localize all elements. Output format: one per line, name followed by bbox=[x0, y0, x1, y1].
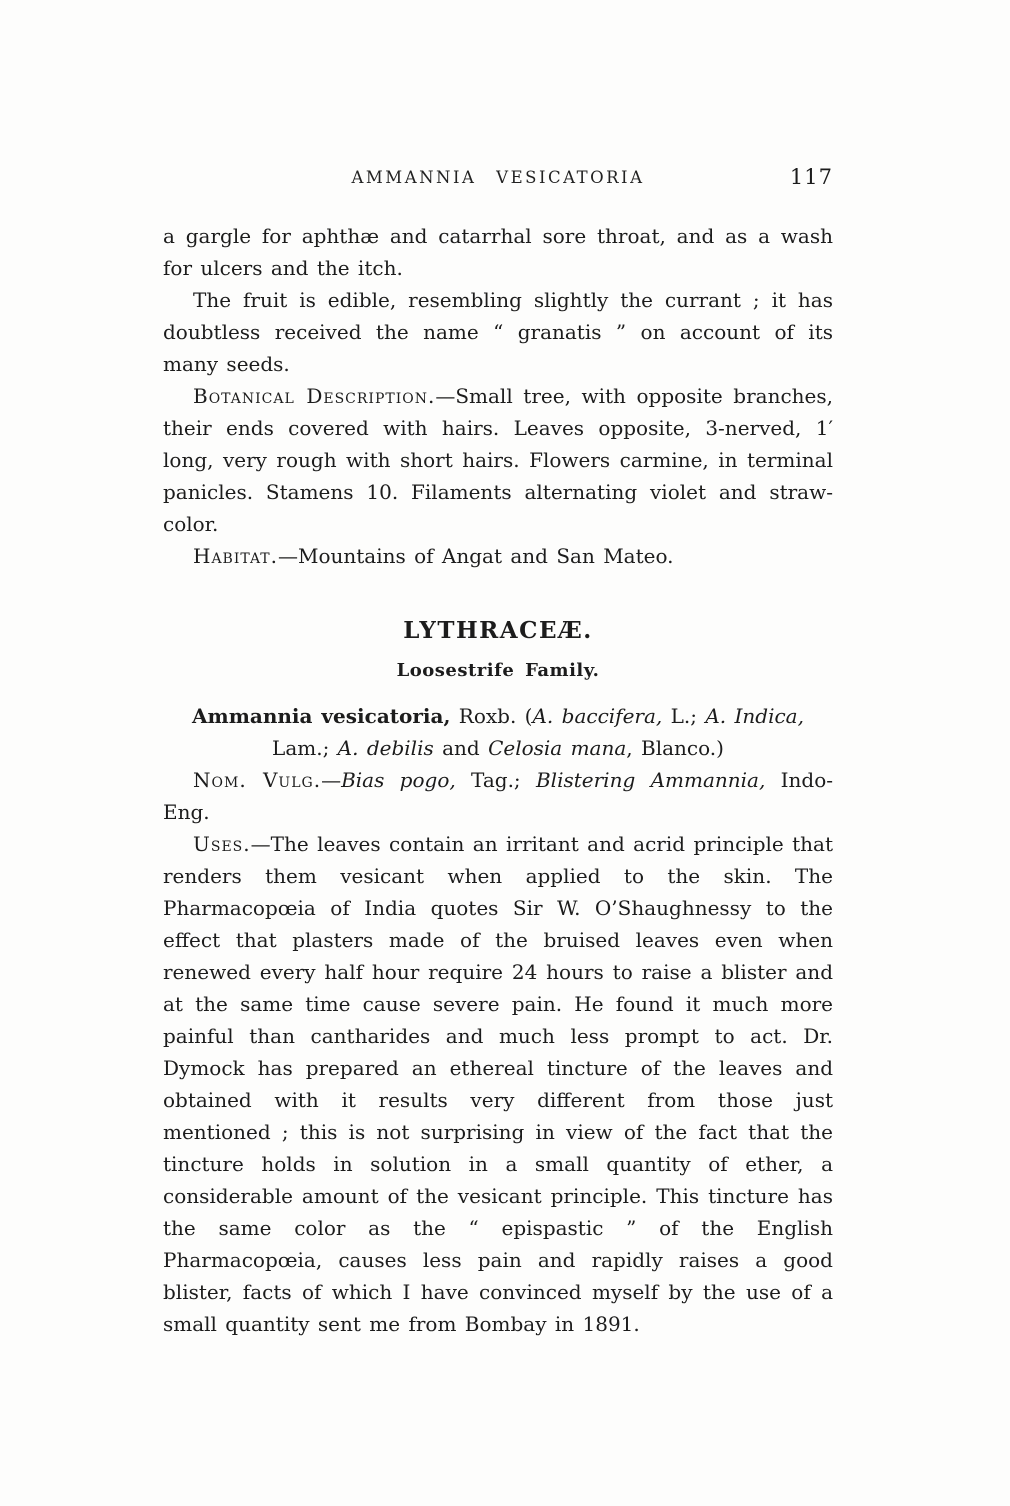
paragraph-nom-vulg bbox=[163, 764, 833, 828]
vernacular-sep-1: Tag.; bbox=[455, 768, 536, 792]
vernacular-sep-2: Indo-Eng. bbox=[163, 768, 834, 824]
paragraph-gargle-continuation: a gargle for aphthæ and catarrhal sore throat, and as a wash for ulcers and the itch. bbox=[163, 224, 833, 280]
habitat-label: Habitat. bbox=[193, 544, 278, 568]
synonym-indica: A. Indica, bbox=[705, 704, 804, 728]
synonym-baccifera: A. baccifera, bbox=[532, 704, 663, 728]
family-subheading: Loosestrife Family. bbox=[396, 660, 600, 681]
species-authority: Roxb. ( bbox=[450, 704, 533, 728]
paragraph-species bbox=[163, 700, 833, 764]
synonym-celosia-mana: Celosia mana bbox=[488, 736, 627, 760]
botanical-description-label: Botanical Description. bbox=[193, 384, 436, 408]
page-body bbox=[163, 220, 833, 1340]
species-name: Ammannia vesicatoria, bbox=[192, 704, 451, 728]
paragraph-uses bbox=[163, 828, 833, 1340]
vernacular-name-indoeng: Blistering Ammannia, bbox=[535, 768, 766, 792]
page-header bbox=[163, 165, 833, 198]
uses-label: Uses. bbox=[193, 832, 251, 856]
botanical-description-text: —Small tree, with opposite branches, their ends covered with hairs. Leaves opposite, 3-nerved, 1′ long, very rough with short hairs. Flowers carmine, in terminal panicles. Stamens 10. Filaments alternating violet and straw-color. bbox=[163, 384, 833, 536]
synonym-sep-4: , Blanco.) bbox=[626, 736, 724, 760]
synonym-sep-3: and bbox=[433, 736, 489, 760]
family-heading: LYTHRACEÆ. bbox=[403, 617, 593, 644]
synonym-debilis: A. debilis bbox=[337, 736, 434, 760]
uses-text: —The leaves contain an irritant and acrid principle that renders them vesicant when applied to the skin. The Pharmacopœia of India quotes Sir W. O’Shaughnessy to the effect that plasters made of the bruised leaves even when renewed every half hour require 24 hours to raise a blister and at the same time cause severe pain. He found it much more painful than cantharides and much less prompt to act. Dr. Dymock has prepared an ethereal tincture of the leaves and obtained with it results very different from those just mentioned ; this is not surprising in view of the fact that the tincture holds in solution in a small quantity of ether, a considerable amount of the vesicant principle. This tincture has the same color as the “ epispastic ” of the English Pharmacopœia, causes less pain and rapidly raises a good blister, facts of which I have convinced myself by the use of a small quantity sent me from Bombay in 1891. bbox=[163, 832, 833, 1336]
nom-vulg-dash: — bbox=[321, 768, 342, 792]
paragraph-habitat bbox=[163, 540, 833, 572]
nom-vulg-label: Nom. Vulg. bbox=[193, 768, 322, 792]
habitat-text: —Mountains of Angat and San Mateo. bbox=[277, 544, 674, 568]
page-number: 117 bbox=[789, 165, 833, 189]
paragraph-fruit: The fruit is edible, resembling slightly the currant ; it has doubtless received the name “ granatis ” on account of its many seeds. bbox=[163, 288, 833, 376]
vernacular-name-tagalog: Bias pogo, bbox=[341, 768, 456, 792]
running-head: AMMANNIA VESICATORIA bbox=[351, 168, 645, 187]
synonym-sep-2: Lam.; bbox=[272, 736, 338, 760]
synonym-sep-1: L.; bbox=[662, 704, 706, 728]
paragraph-botanical-description bbox=[163, 380, 833, 540]
